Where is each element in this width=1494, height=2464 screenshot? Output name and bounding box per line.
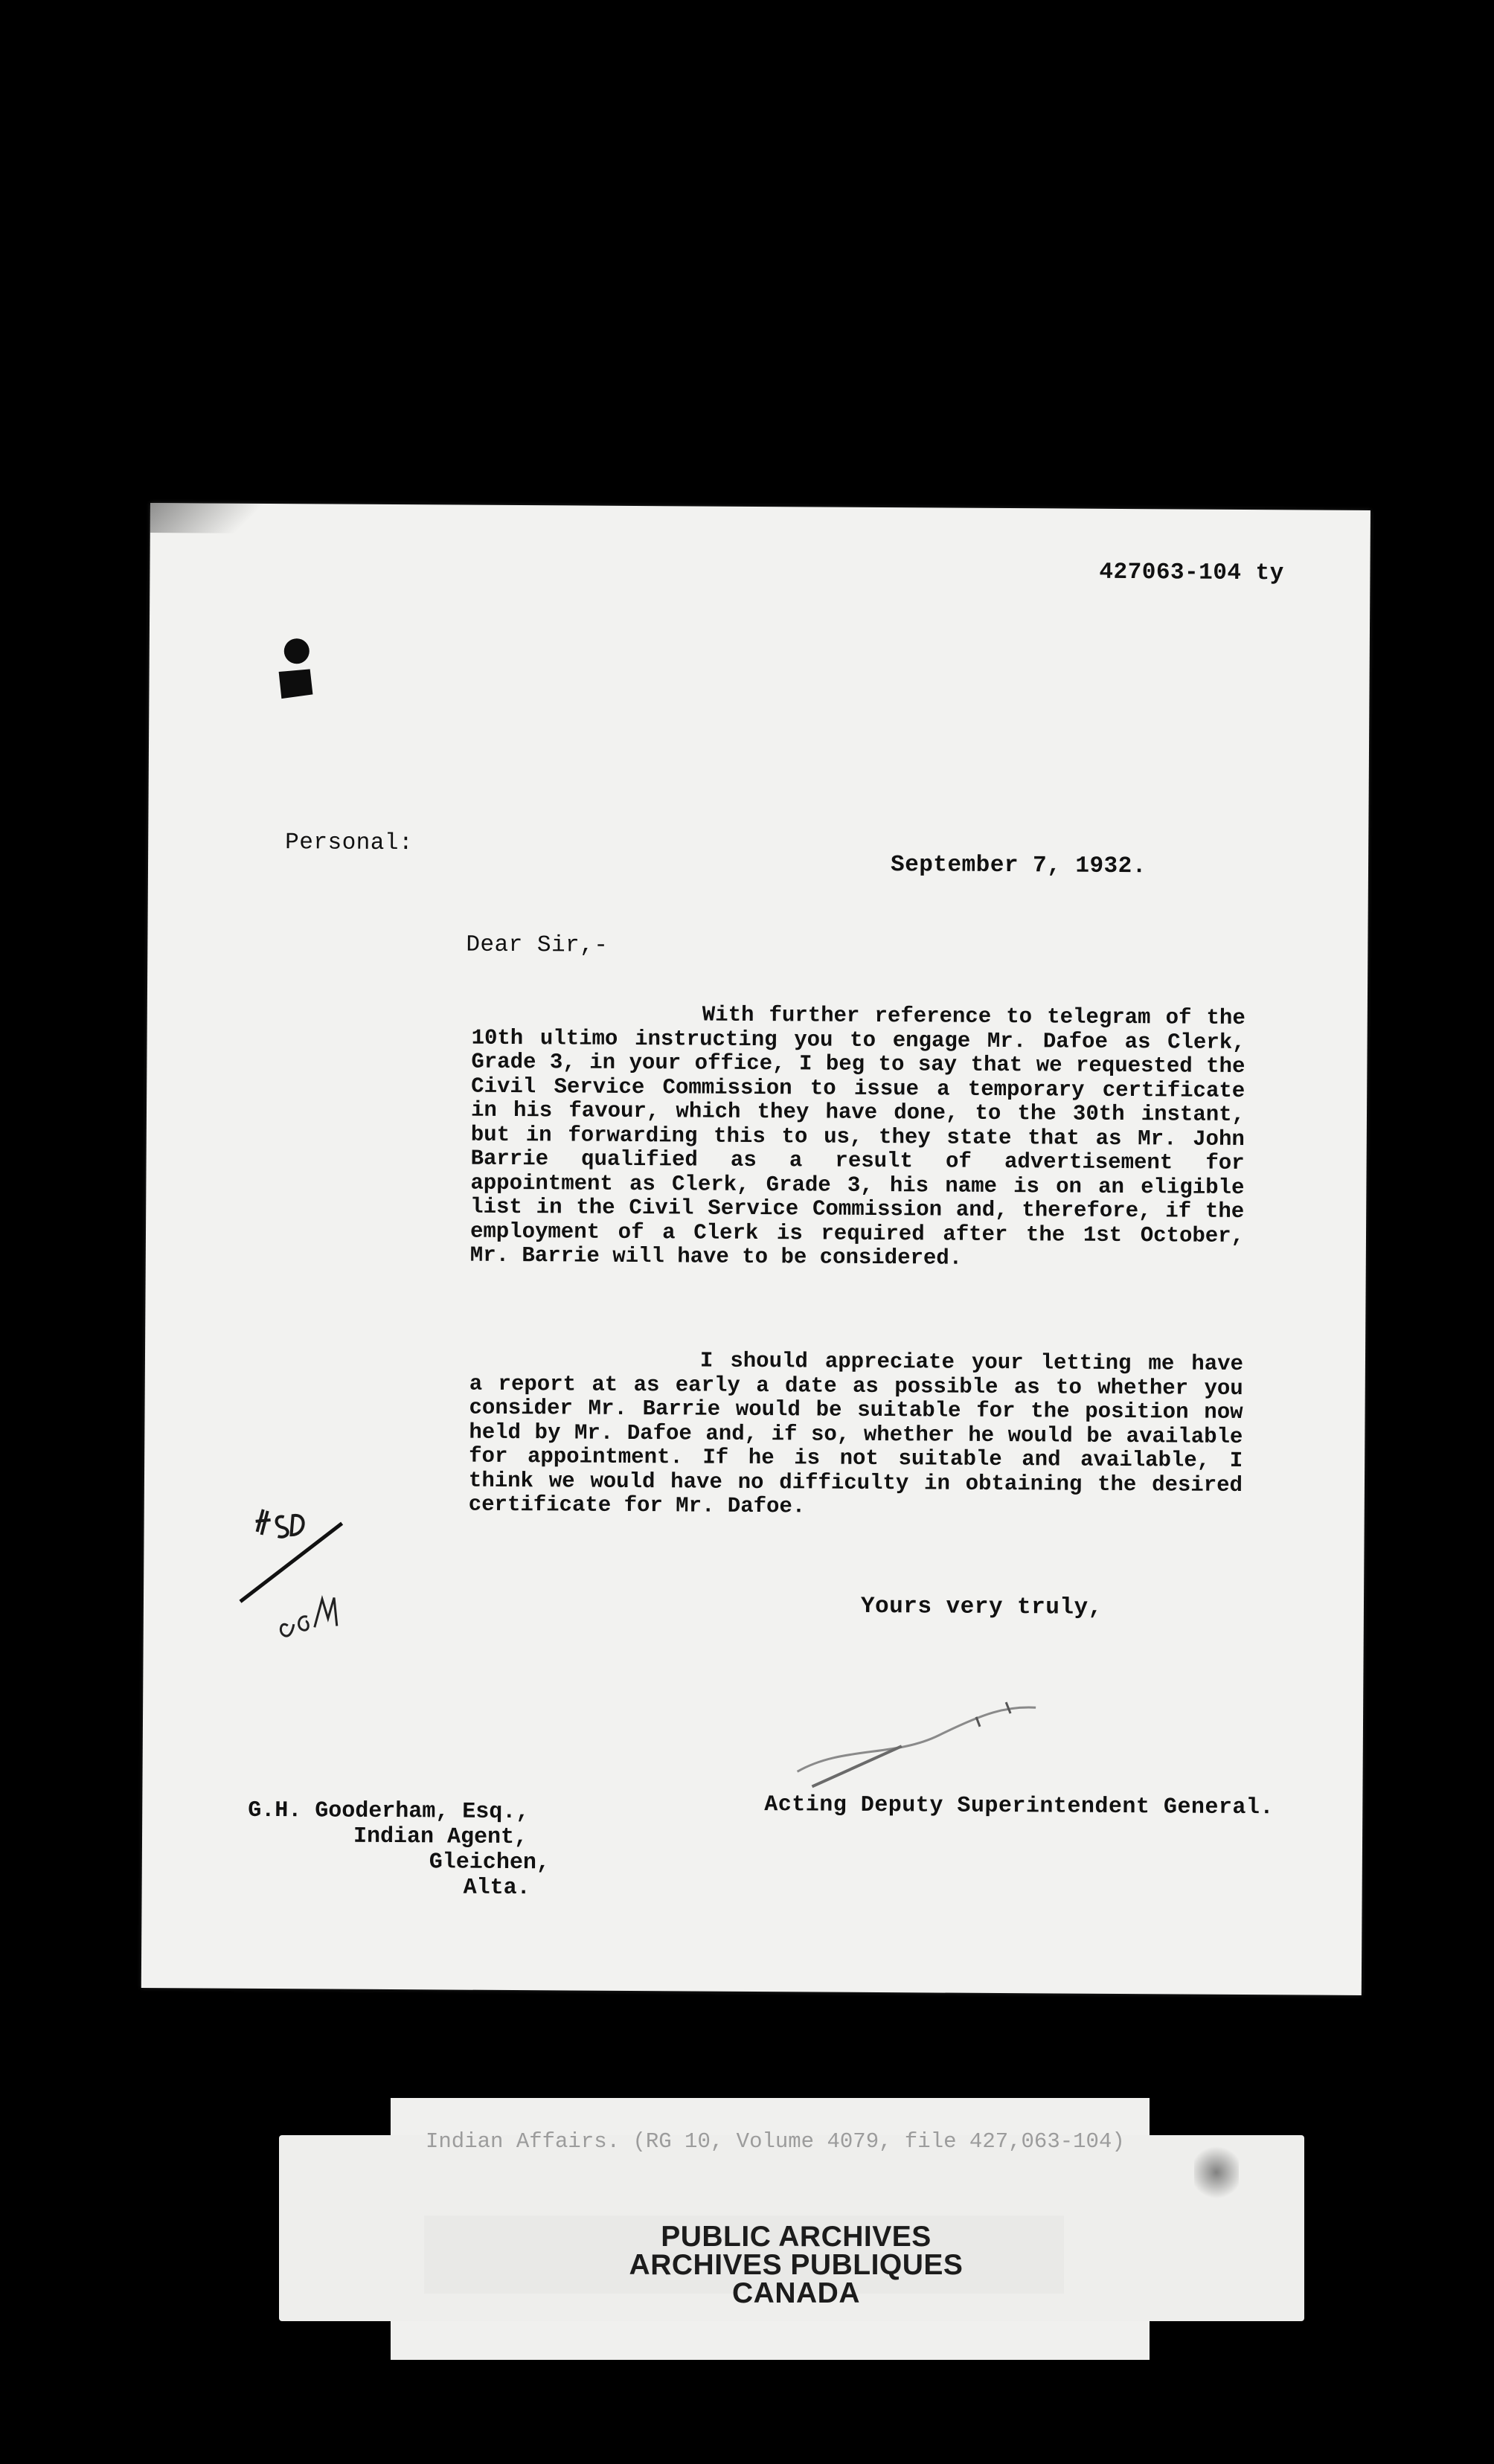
archive-country: CANADA <box>732 2277 860 2309</box>
archive-name-french: ARCHIVES PUBLIQUES <box>629 2249 964 2281</box>
archive-citation: Indian Affairs. (RG 10, Volume 4079, file 427,063-104) <box>426 2129 1125 2154</box>
archive-name-english: PUBLIC ARCHIVES <box>661 2221 932 2253</box>
ink-blot-mark <box>274 636 316 703</box>
address-line-1: G.H. Gooderham, Esq., <box>248 1797 530 1826</box>
address-line-4: Alta. <box>463 1875 530 1902</box>
letter-date: September 7, 1932. <box>890 852 1147 880</box>
address-line-3: Gleichen, <box>429 1849 550 1876</box>
address-line-2: Indian Agent, <box>353 1823 528 1851</box>
body-paragraph-1: With further reference to telegram of the 10th ultimo instructing you to engage Mr. Dafoe as Clerk, Grade 3, in your office, I beg to say that we requested the Civil Service Commission to issue a temporary certificate in his favour, which they have done, to the 30th instant, but in forwarding this to us, they state that as Mr. John Barrie qualified as a result of advertisement for appointment as Clerk, Grade 3, his name is on an eligible list in the Civil Service Commission and, therefore, if the employment of a Clerk is required after the 1st October, Mr. Barrie will have to be considered. <box>469 1002 1245 1271</box>
personal-marking: Personal: <box>285 830 414 857</box>
signatory-title: Acting Deputy Superintendent General. <box>764 1792 1275 1821</box>
closing: Yours very truly, <box>860 1593 1103 1621</box>
body-paragraph-2: I should appreciate your letting me have a report at as early a date as possible as to whether you consider Mr. Barrie would be suitable for the position now held by Mr. Dafoe and, if so, whether he would be available for appointment. If he is not suitable and available, I think we would have no difficulty in obtaining the desired certificate for Mr. Dafoe. <box>468 1348 1244 1519</box>
handwritten-initials <box>210 1471 397 1695</box>
file-reference: 427063-104 ty <box>1099 559 1284 587</box>
letter-page <box>141 503 1370 1995</box>
salutation: Dear Sir,- <box>466 931 609 959</box>
